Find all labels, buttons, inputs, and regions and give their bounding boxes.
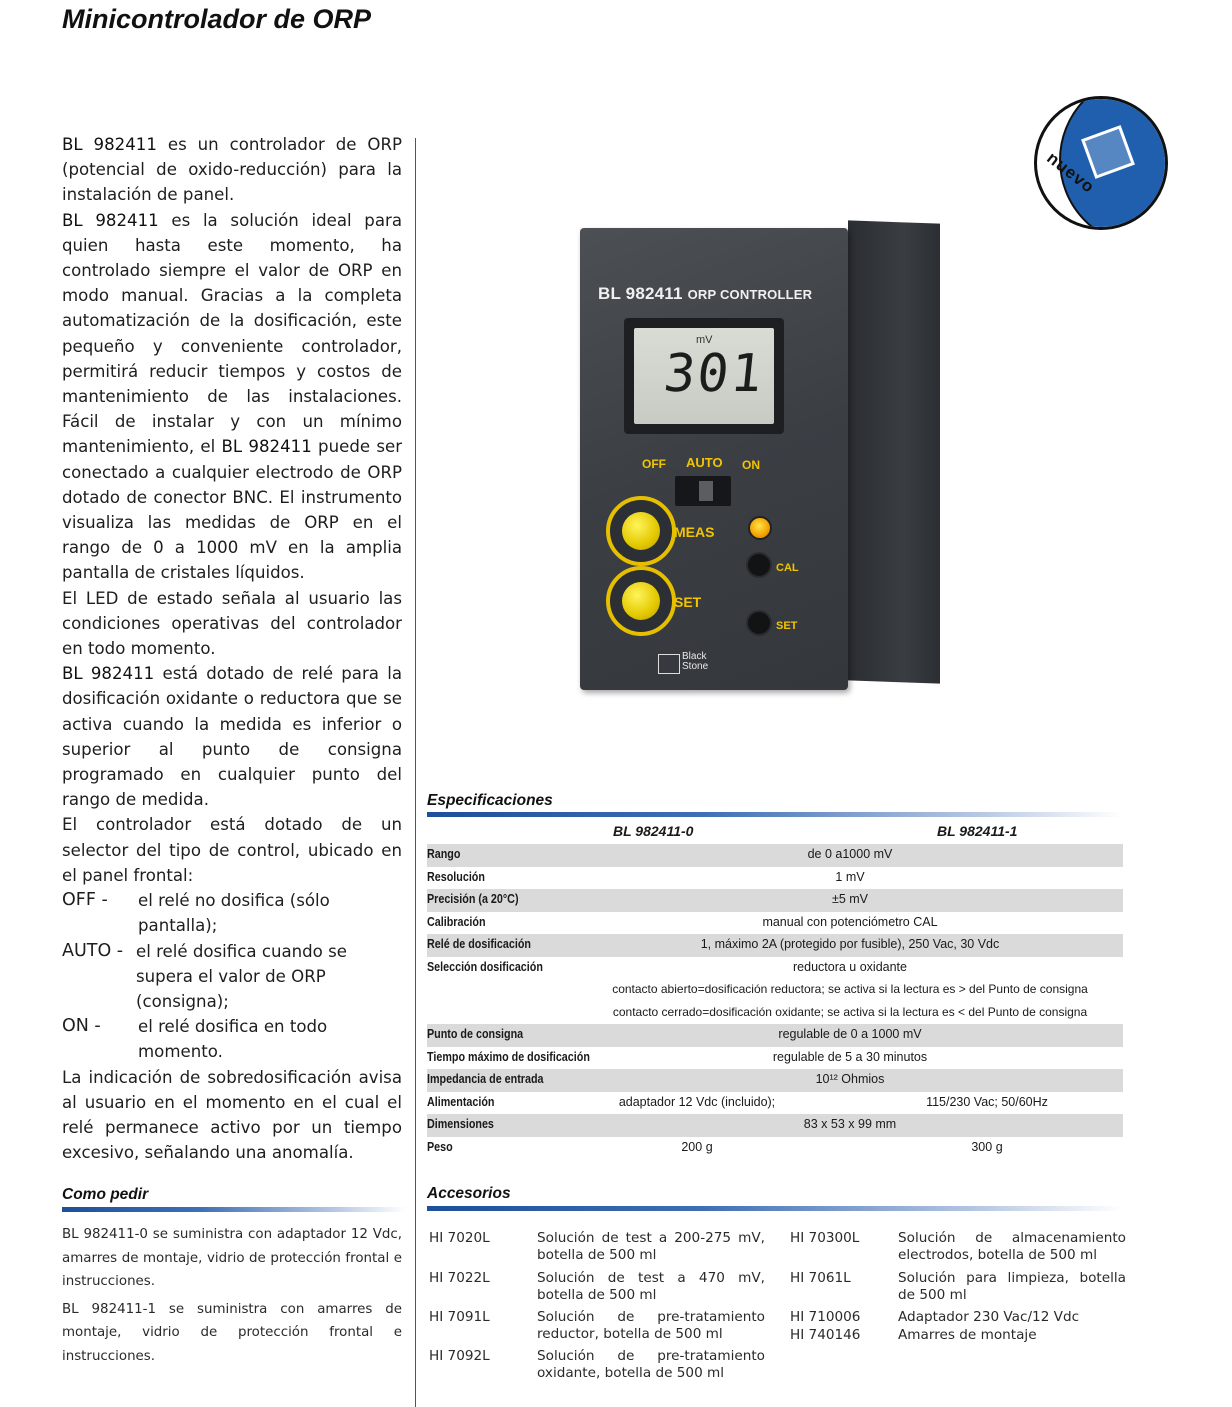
como-pedir-heading: Como pedir	[62, 1186, 149, 1203]
accessory-code: HI 7022L	[429, 1270, 490, 1286]
row-label: Peso	[427, 1139, 453, 1154]
option-auto	[62, 939, 402, 1015]
product-image	[578, 212, 958, 690]
spec-col-model-1: BL 982411-1	[937, 823, 1018, 839]
row-label: Dimensiones	[427, 1117, 494, 1131]
table-row	[427, 889, 1123, 912]
option-text: el relé dosifica cuando se supera el valor de ORP (consigna);	[136, 941, 347, 1011]
row-value: contacto cerrado=dosificación oxidante; se activa si la lectura es < del Punto de consigna	[612, 1004, 1088, 1019]
lcd-display	[634, 328, 774, 424]
table-row	[427, 934, 1123, 957]
option-text: el relé dosifica en todo momento.	[138, 1017, 328, 1062]
row-value: 1, máximo 2A (protegido por fusible), 250 Vac, 30 Vdc	[700, 937, 1000, 951]
table-row	[427, 1069, 1123, 1092]
spec-header-row	[427, 820, 1123, 844]
button-cap	[622, 582, 660, 620]
spec-col-model-0: BL 982411-0	[613, 823, 694, 839]
row-value: regulable de 0 a 1000 mV	[778, 1027, 922, 1041]
row-value: 83 x 53 x 99 mm	[803, 1117, 897, 1131]
row-value-model-0: adaptador 12 Vdc (incluido);	[618, 1094, 776, 1109]
description-column	[62, 132, 402, 1165]
button-cap	[622, 512, 660, 550]
table-row	[427, 867, 1123, 890]
row-label: Tiempo máximo de dosificación	[427, 1049, 590, 1064]
brand-logo-icon	[658, 654, 680, 674]
device-model-suffix: ORP CONTROLLER	[687, 287, 813, 302]
table-row	[427, 1137, 1123, 1160]
model-code: BL 982411-0	[62, 1227, 148, 1242]
accessory-desc: Adaptador 230 Vac/12 Vdc	[898, 1309, 1080, 1325]
device-model-label	[598, 284, 812, 304]
order-option-1	[62, 1298, 402, 1369]
accessory-desc: Solución de pre-tratamiento oxidante, botella de 500 ml	[537, 1348, 765, 1381]
column-divider	[415, 138, 416, 1407]
paragraph-solution	[62, 208, 402, 586]
cal-label: CAL	[776, 562, 799, 574]
row-value: ±5 mV	[831, 892, 869, 906]
accessory-code: HI 7061L	[790, 1270, 851, 1286]
model-code: BL 982411	[62, 664, 155, 684]
paragraph-overdose: La indicación de sobredosificación avisa al usuario en el momento en el cual el relé permanece activo por un tiempo excesivo, señalando una anomalía.	[62, 1067, 402, 1163]
option-on	[62, 1014, 402, 1064]
paragraph-selector: El controlador está dotado de un selector del tipo de control, ubicado en el panel frontal:	[62, 815, 402, 885]
paragraph-text: está dotado de relé para la dosificación oxidante o reductora que se activa cuando la medida es inferior o superior al punto de consigna programado en cualquier punto del rango de medida.	[62, 664, 402, 810]
paragraph-relay	[62, 661, 402, 812]
row-label: Precisión (a 20°C)	[427, 892, 519, 906]
paragraph-text: puede ser conectado a cualquier electrodo de ORP dotado de conector BNC. El instrumento visualiza las medidas de ORP en el rango de 0 a 1000 mV en la amplia pantalla de cristales líquidos.	[62, 437, 403, 583]
table-row	[427, 844, 1123, 867]
order-option-0	[62, 1223, 402, 1294]
accessory-list-left	[429, 1230, 769, 1381]
accessory-code: HI 7020L	[429, 1230, 490, 1246]
row-value: 1 mV	[835, 869, 865, 884]
switch-knob	[699, 481, 713, 501]
paragraph-text: es un controlador de ORP (potencial de oxido-reducción) para la instalación de panel.	[62, 135, 403, 205]
row-label: Alimentación	[427, 1094, 495, 1109]
model-code: BL 982411-1	[62, 1301, 157, 1317]
paragraph-intro	[62, 132, 402, 208]
set-hole-label: SET	[776, 620, 798, 632]
row-label: Relé de dosificación	[427, 937, 531, 951]
meas-button[interactable]	[606, 496, 676, 566]
lcd-unit: mV	[696, 334, 713, 346]
order-text: se suministra con amarres de montaje, vidrio de protección frontal e instrucciones.	[62, 1301, 402, 1364]
row-label: Punto de consigna	[427, 1027, 524, 1041]
row-value: regulable de 5 a 30 minutos	[772, 1049, 928, 1064]
meas-label: MEAS	[674, 524, 715, 540]
accessory-code: HI 7092L	[429, 1348, 490, 1364]
accessory-desc: Solución de test a 200-275 mV, botella de 500 ml	[537, 1230, 765, 1263]
set-potentiometer[interactable]	[746, 610, 772, 636]
spec-bar	[427, 812, 1123, 817]
status-led	[748, 516, 772, 540]
option-off	[62, 888, 402, 938]
accessory-code: HI 740146	[790, 1327, 861, 1343]
switch-label-on: ON	[742, 458, 760, 472]
accessory-list-right	[790, 1230, 1130, 1350]
table-row	[427, 957, 1123, 980]
cal-potentiometer[interactable]	[746, 552, 772, 578]
accessory-desc: Amarres de montaje	[898, 1327, 1037, 1343]
table-row	[427, 1047, 1123, 1070]
option-text: el relé no dosifica (sólo pantalla);	[138, 891, 330, 936]
option-key: AUTO -	[62, 940, 124, 961]
row-label: Impedancia de entrada	[427, 1072, 544, 1086]
row-value: 10¹² Ohmios	[815, 1072, 885, 1086]
brand-name: Black Stone	[682, 651, 709, 672]
accessory-code: HI 7091L	[429, 1309, 490, 1325]
como-pedir-bar	[62, 1207, 406, 1212]
device-model: BL 982411	[598, 284, 683, 303]
row-label: Selección dosificación	[427, 959, 543, 974]
option-key: OFF -	[62, 890, 108, 911]
accessory-desc: Solución de test a 470 mV, botella de 500 ml	[537, 1270, 765, 1303]
row-value: contacto abierto=dosificación reductora; se activa si la lectura es > del Punto de consigna	[612, 982, 1088, 996]
row-value-model-1: 300 g	[971, 1139, 1003, 1154]
table-row	[427, 979, 1123, 1002]
set-label: SET	[674, 594, 702, 610]
accessory-code: HI 710006	[790, 1309, 861, 1325]
row-label: Rango	[427, 847, 461, 861]
spec-table	[427, 820, 1123, 1159]
model-code: BL 982411	[221, 437, 312, 457]
page-title: Minicontrolador de ORP	[62, 4, 372, 34]
lcd-bezel	[624, 318, 784, 434]
como-pedir-text	[62, 1223, 402, 1372]
accessory-code: HI 70300L	[790, 1230, 860, 1246]
set-button[interactable]	[606, 566, 676, 636]
model-code: BL 982411	[62, 210, 159, 230]
row-value: de 0 a1000 mV	[807, 847, 893, 861]
device-front-panel	[580, 228, 848, 690]
model-code: BL 982411	[62, 135, 157, 154]
switch-label-auto: AUTO	[686, 455, 723, 470]
row-value-model-1: 115/230 Vac; 50/60Hz	[926, 1094, 1048, 1109]
table-row	[427, 1002, 1123, 1025]
spec-heading: Especificaciones	[427, 792, 553, 809]
table-row	[427, 1024, 1123, 1047]
accessory-desc: Solución para limpieza, botella de 500 ml	[898, 1270, 1126, 1303]
order-text: se suministra con adaptador 12 Vdc, amarres de montaje, vidrio de protección frontal e instrucciones.	[62, 1227, 402, 1289]
accessory-desc: Solución de pre-tratamiento reductor, botella de 500 ml	[537, 1309, 765, 1342]
row-value: manual con potenciómetro CAL	[762, 914, 938, 929]
row-value-model-0: 200 g	[681, 1139, 713, 1154]
device-side	[848, 220, 940, 683]
accesorios-heading: Accesorios	[427, 1185, 511, 1202]
row-label: Resolución	[427, 869, 485, 884]
row-value: reductora u oxidante	[793, 959, 907, 974]
table-row	[427, 912, 1123, 935]
accesorios-bar	[427, 1206, 1123, 1211]
option-key: ON -	[62, 1016, 101, 1037]
table-row	[427, 1114, 1123, 1137]
row-label: Calibración	[427, 914, 486, 929]
paragraph-text: es la solución ideal para quien hasta este momento, ha controlado siempre el valor de ORP en modo manual. Gracias a la completa automatización de la dosificación, este pequeño y conveniente controlador, permitirá reducir tiempos y costos de mantenimiento de las instalaciones. Fácil de instalar y con un mínimo mantenimiento, el	[62, 210, 402, 457]
nuevo-badge	[1034, 96, 1168, 230]
accessory-desc: Solución de almacenamiento electrodos, botella de 500 ml	[898, 1230, 1126, 1263]
table-row	[427, 1092, 1123, 1115]
switch-label-off: OFF	[642, 457, 666, 471]
lcd-reading: 301	[660, 344, 768, 404]
badge-text: nuevo	[1043, 148, 1099, 198]
mode-switch[interactable]	[675, 476, 731, 506]
paragraph-led: El LED de estado señala al usuario las condiciones operativas del controlador en todo momento.	[62, 588, 402, 659]
